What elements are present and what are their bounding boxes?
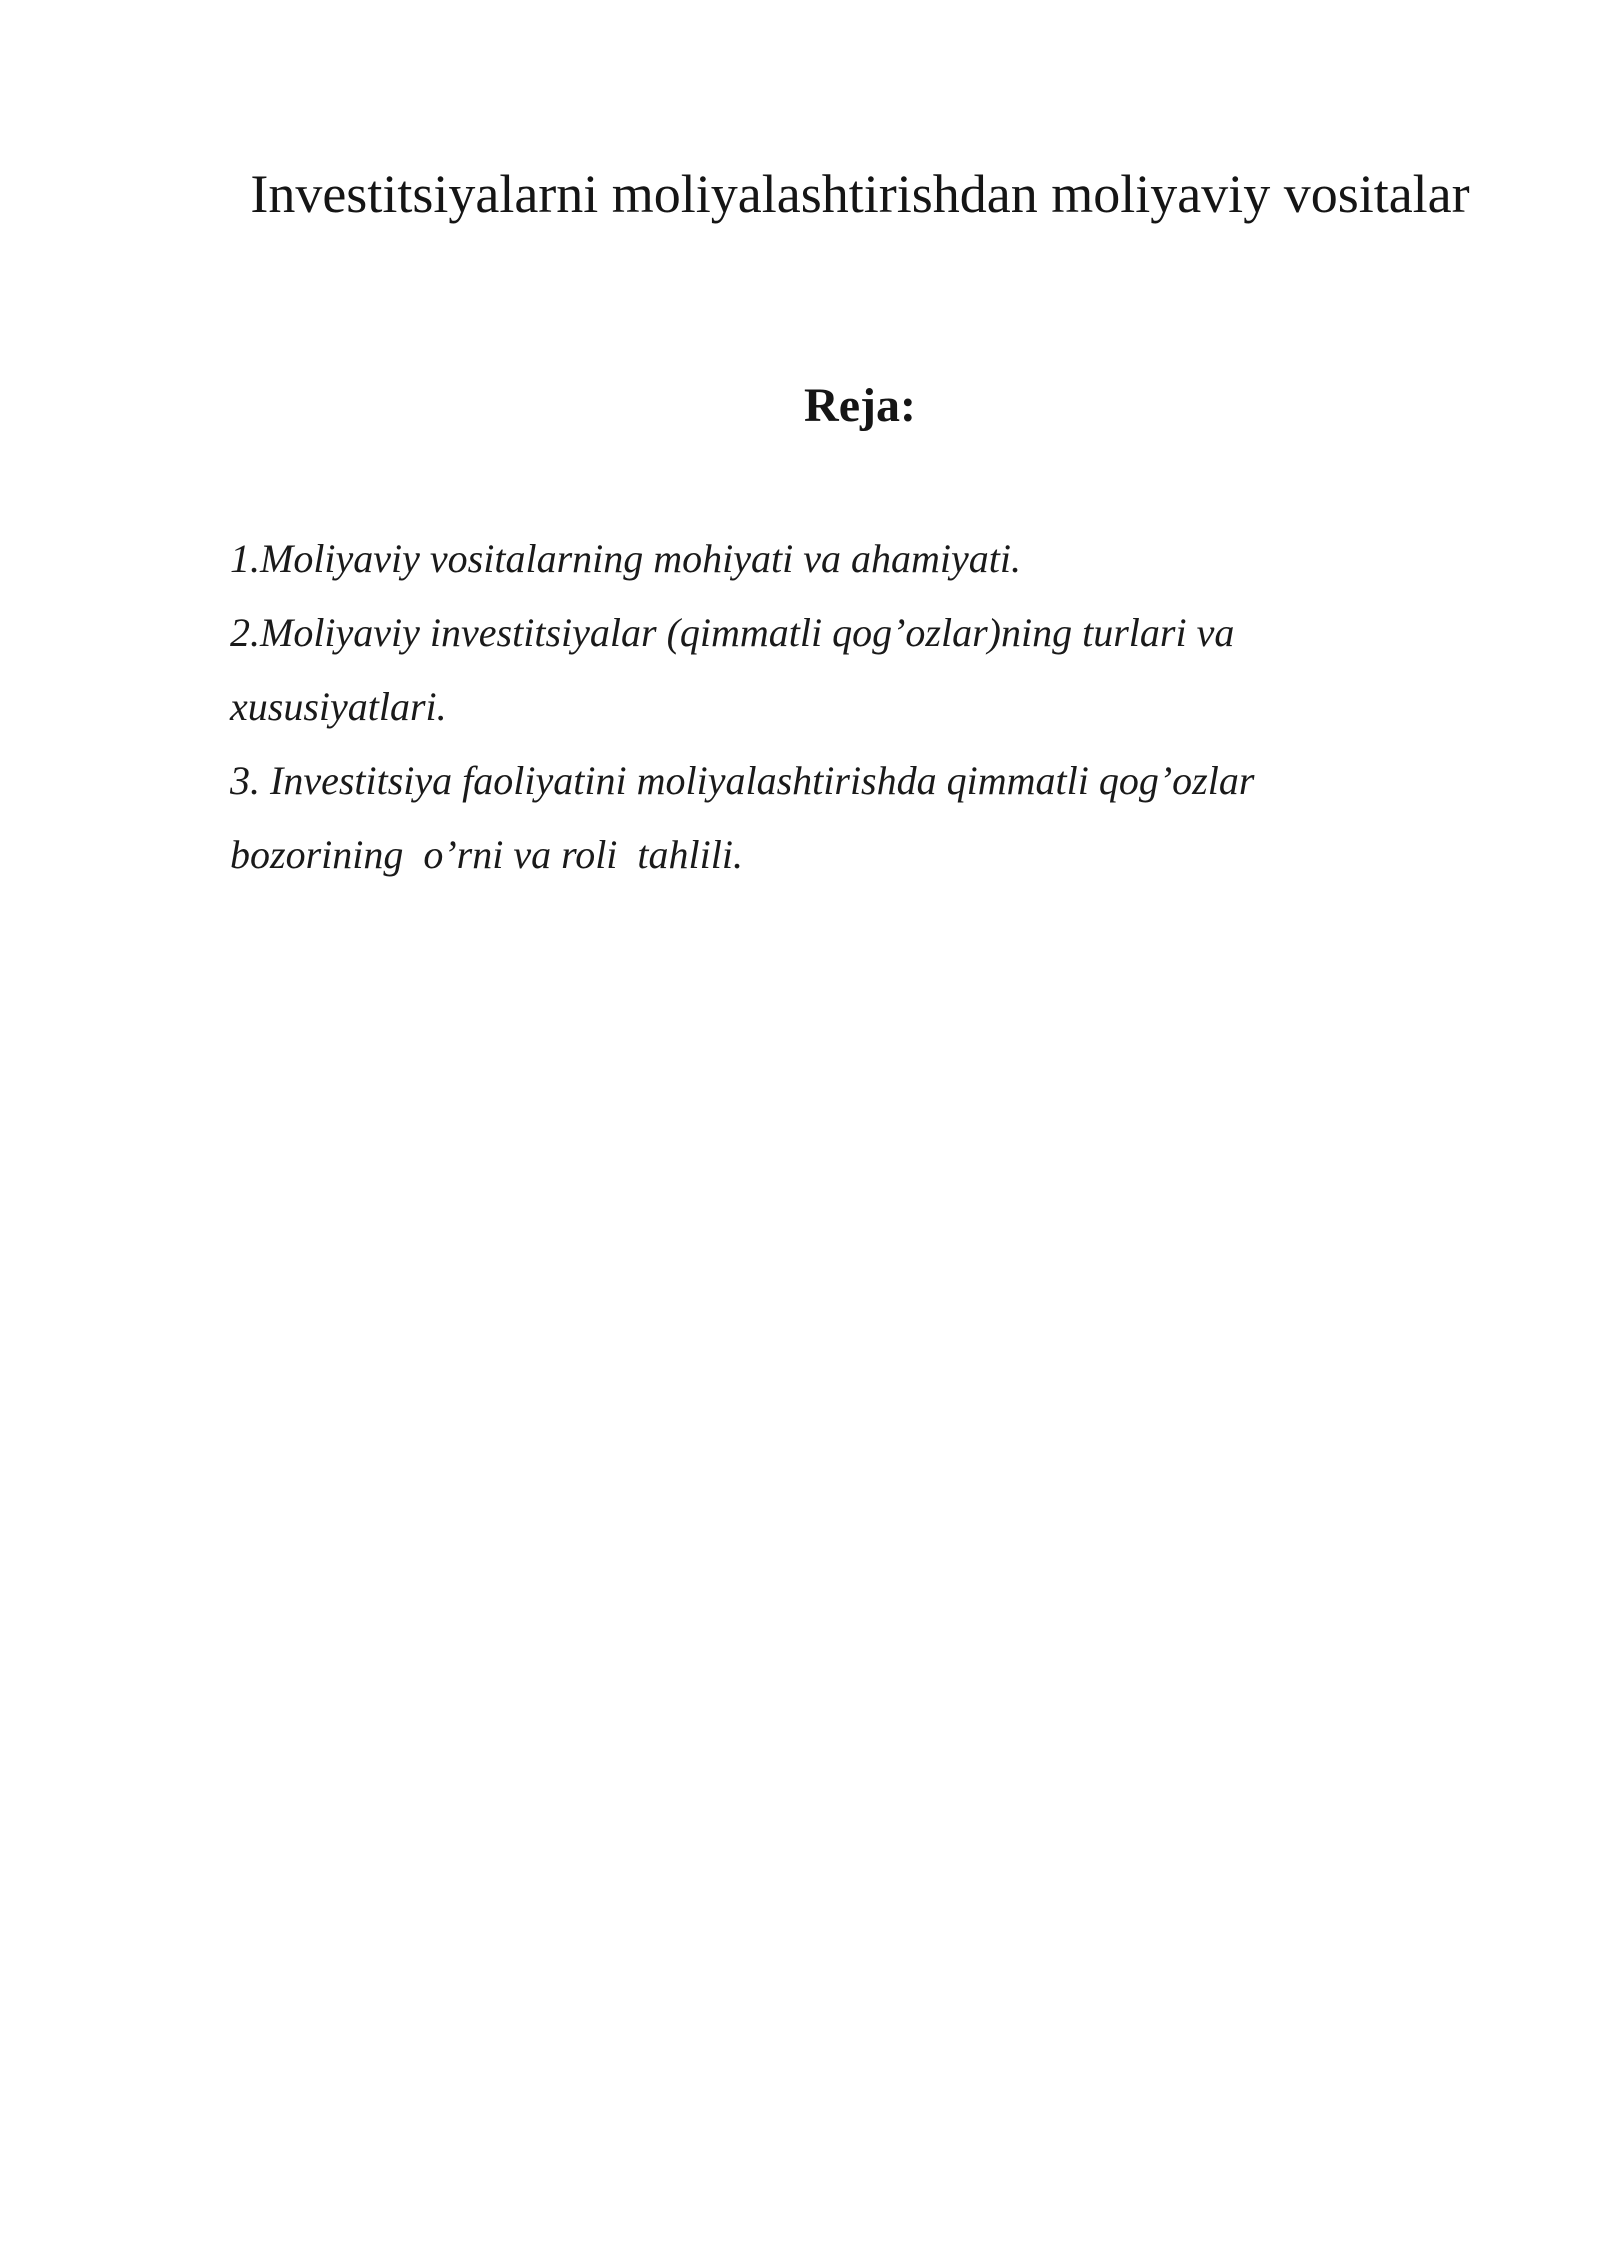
plan-item-2: 2.Moliyaviy investitsiyalar (qimmatli qog’ozlar)ning turlari va xususiyatlari. <box>230 610 1245 729</box>
document-title: Investitsiyalarni moliyalashtirishdan moliyaviy vositalar <box>250 164 1470 224</box>
plan-item-1: 1.Moliyaviy vositalarning mohiyati va ahamiyati. <box>230 536 1021 581</box>
plan-item-3: 3. Investitsiya faoliyatini moliyalashtirishda qimmatli qog’ozlar bozorining o’rni va roli tahlili. <box>230 758 1265 877</box>
plan-heading: Reja: <box>804 379 916 432</box>
plan-list <box>230 522 1410 892</box>
